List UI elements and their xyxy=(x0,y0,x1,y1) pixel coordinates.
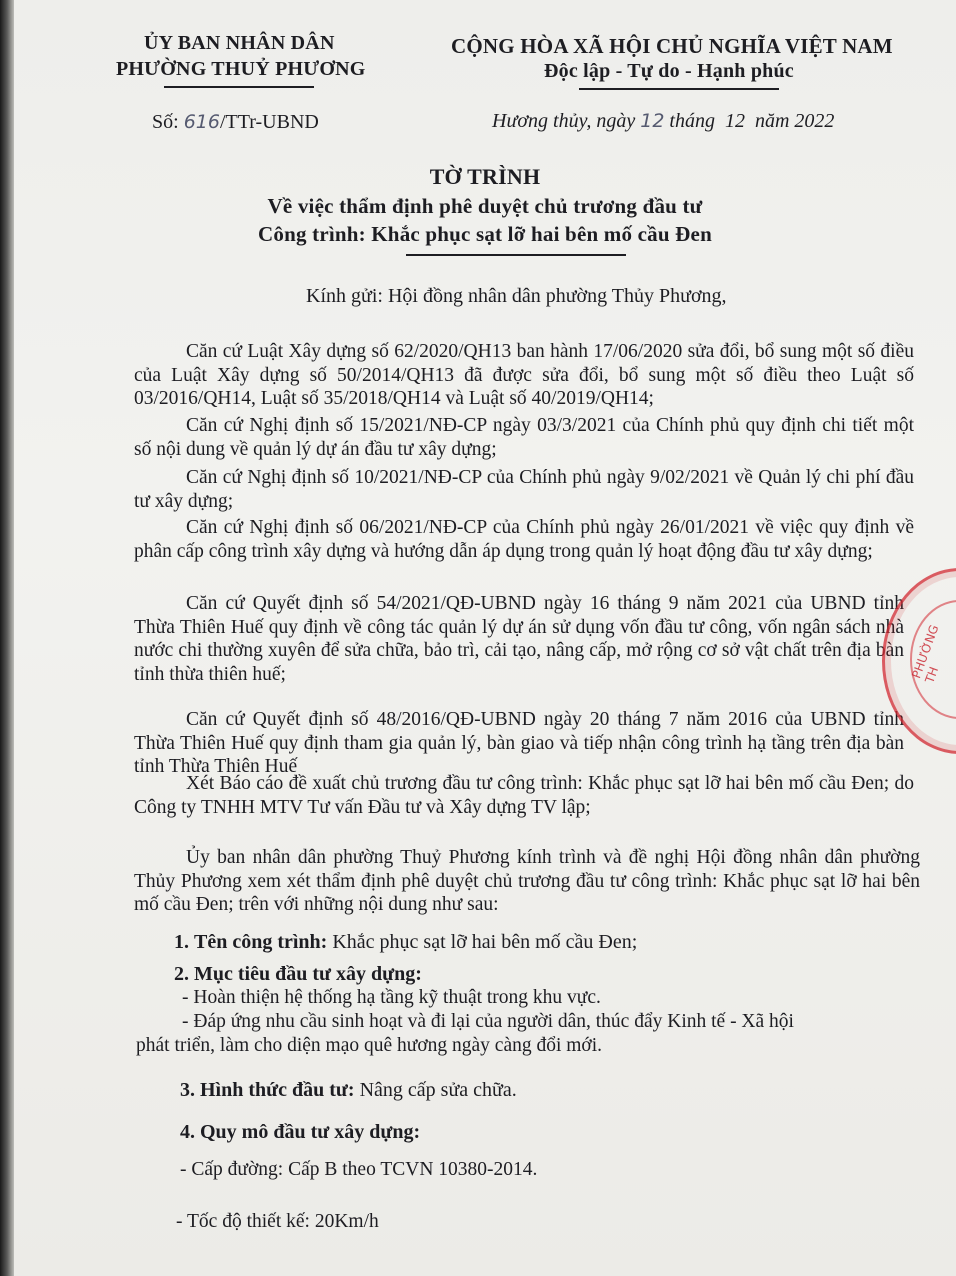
date-year: năm 2022 xyxy=(754,110,835,132)
item-2-goal-2: - Đáp ứng nhu cầu sinh hoạt và đi lại của người dân, thúc đẩy Kinh tế - Xã hội xyxy=(182,1011,794,1032)
document-date xyxy=(492,110,834,133)
item-1-number: 1. xyxy=(174,931,189,953)
subject-underline xyxy=(406,254,626,256)
item-1-label: Tên công trình: xyxy=(194,931,328,953)
doc-number-suffix: /TTr-UBND xyxy=(219,111,319,133)
agency-underline xyxy=(164,86,314,88)
paragraph-legal-basis-2: Căn cứ Nghị định số 15/2021/NĐ-CP ngày 03/3/2021 của Chính phủ quy định chi tiết một số nội dung về quản lý dự án đầu tư xây dựng; xyxy=(134,415,914,460)
paragraph-legal-basis-5: Căn cứ Quyết định số 54/2021/QĐ-UBND ngày 16 tháng 9 năm 2021 của UBND tỉnh Thừa Thiên Huế quy định về công tác quản lý dự án sử dụng vốn đầu tư công, vốn ngân sách nhà nước chi thường xuyên để sửa chữa, bảo trì, cải tạo, nâng cấp, mở rộng cơ sở vật chất trên địa bàn tỉnh thừa thiên huế; xyxy=(134,593,904,685)
country-name: CỘNG HÒA XÃ HỘI CHỦ NGHĨA VIỆT NAM xyxy=(451,34,893,58)
paragraph-legal-basis-6: Căn cứ Quyết định số 48/2016/QĐ-UBND ngày 20 tháng 7 năm 2016 của UBND tỉnh Thừa Thiên Huế quy định tham gia quản lý, bàn giao và tiếp nhận công trình hạ tầng trên địa bàn tỉnh Thừa Thiên Huế xyxy=(134,709,904,777)
date-month: 12 xyxy=(724,110,745,132)
item-4-label: Quy mô đầu tư xây dựng: xyxy=(200,1121,421,1143)
paragraph-legal-basis-3: Căn cứ Nghị định số 10/2021/NĐ-CP của Chính phủ ngày 9/02/2021 về Quản lý chi phí đầu tư xây dựng; xyxy=(134,467,914,512)
item-3-label: Hình thức đầu tư: xyxy=(200,1079,355,1101)
document-subject-line2: Công trình: Khắc phục sạt lỡ hai bên mố cầu Đen xyxy=(258,222,712,246)
item-4-road-grade: - Cấp đường: Cấp B theo TCVN 10380-2014. xyxy=(180,1159,538,1180)
document-title: TỜ TRÌNH xyxy=(429,164,541,189)
item-3-value: Nâng cấp sửa chữa. xyxy=(359,1079,517,1101)
paragraph-consideration: Xét Báo cáo đề xuất chủ trương đầu tư công trình: Khắc phục sạt lỡ hai bên mố cầu Đen; do Công ty TNHH MTV Tư vấn Đầu tư và Xây dựng TV lập; xyxy=(134,773,914,818)
paragraph-legal-basis-4: Căn cứ Nghị định số 06/2021/NĐ-CP của Chính phủ ngày 26/01/2021 về việc quy định về phân cấp công trình xây dựng và hướng dẫn áp dụng trong quản lý hoạt động đầu tư xây dựng; xyxy=(134,517,914,562)
date-prefix: Hương thủy, ngày xyxy=(492,110,636,132)
item-2-goal-1: - Hoàn thiện hệ thống hạ tầng kỹ thuật trong khu vực. xyxy=(182,987,601,1008)
document-page xyxy=(14,0,956,1276)
document-subject-line1: Về việc thẩm định phê duyệt chủ trương đầu tư xyxy=(267,194,703,218)
item-3 xyxy=(180,1078,517,1102)
item-4 xyxy=(180,1120,420,1144)
item-4-design-speed: - Tốc độ thiết kế: 20Km/h xyxy=(176,1211,379,1232)
date-month-label: tháng xyxy=(669,110,715,132)
item-1 xyxy=(174,930,637,954)
document-number xyxy=(152,110,319,134)
paragraph-legal-basis-1: Căn cứ Luật Xây dựng số 62/2020/QH13 ban hành 17/06/2020 sửa đổi, bổ sung một số điều của Luật Xây dựng số 50/2014/QH13 đã được sửa đổi, bổ sung một số điều theo Luật số 03/2016/QH14, Luật số 35/2018/QH14 và Luật số 40/2019/QH14; xyxy=(134,341,914,409)
item-2 xyxy=(174,962,422,986)
item-2-label: Mục tiêu đầu tư xây dựng: xyxy=(194,963,422,985)
agency-name-line2: PHƯỜNG THUỶ PHƯƠNG xyxy=(116,58,366,80)
greeting: Kính gửi: Hội đồng nhân dân phường Thủy Phương, xyxy=(306,285,727,307)
motto-underline xyxy=(579,88,779,90)
item-2-number: 2. xyxy=(174,963,189,985)
item-4-number: 4. xyxy=(180,1121,195,1143)
official-seal-text: PHƯỜNG TH xyxy=(909,622,942,686)
agency-name-line1: ỦY BAN NHÂN DÂN xyxy=(144,32,335,54)
motto: Độc lập - Tự do - Hạnh phúc xyxy=(544,60,794,82)
item-3-number: 3. xyxy=(180,1079,195,1101)
page-edge-shadow xyxy=(0,0,14,1276)
doc-number-prefix: Số: xyxy=(152,111,179,133)
item-1-value: Khắc phục sạt lỡ hai bên mố cầu Đen; xyxy=(332,931,638,953)
doc-number-handwritten: 616 xyxy=(183,111,220,133)
paragraph-request: Ủy ban nhân dân phường Thuỷ Phương kính trình và đề nghị Hội đồng nhân dân phường Thủy Phương xem xét thẩm định phê duyệt chủ trương đầu tư công trình: Khắc phục sạt lỡ hai bên mố cầu Đen; trên với những nội dung như sau: xyxy=(134,847,920,915)
date-day-handwritten: 12 xyxy=(640,110,665,132)
item-2-goal-2-cont: phát triển, làm cho diện mạo quê hương ngày càng đổi mới. xyxy=(136,1035,603,1056)
